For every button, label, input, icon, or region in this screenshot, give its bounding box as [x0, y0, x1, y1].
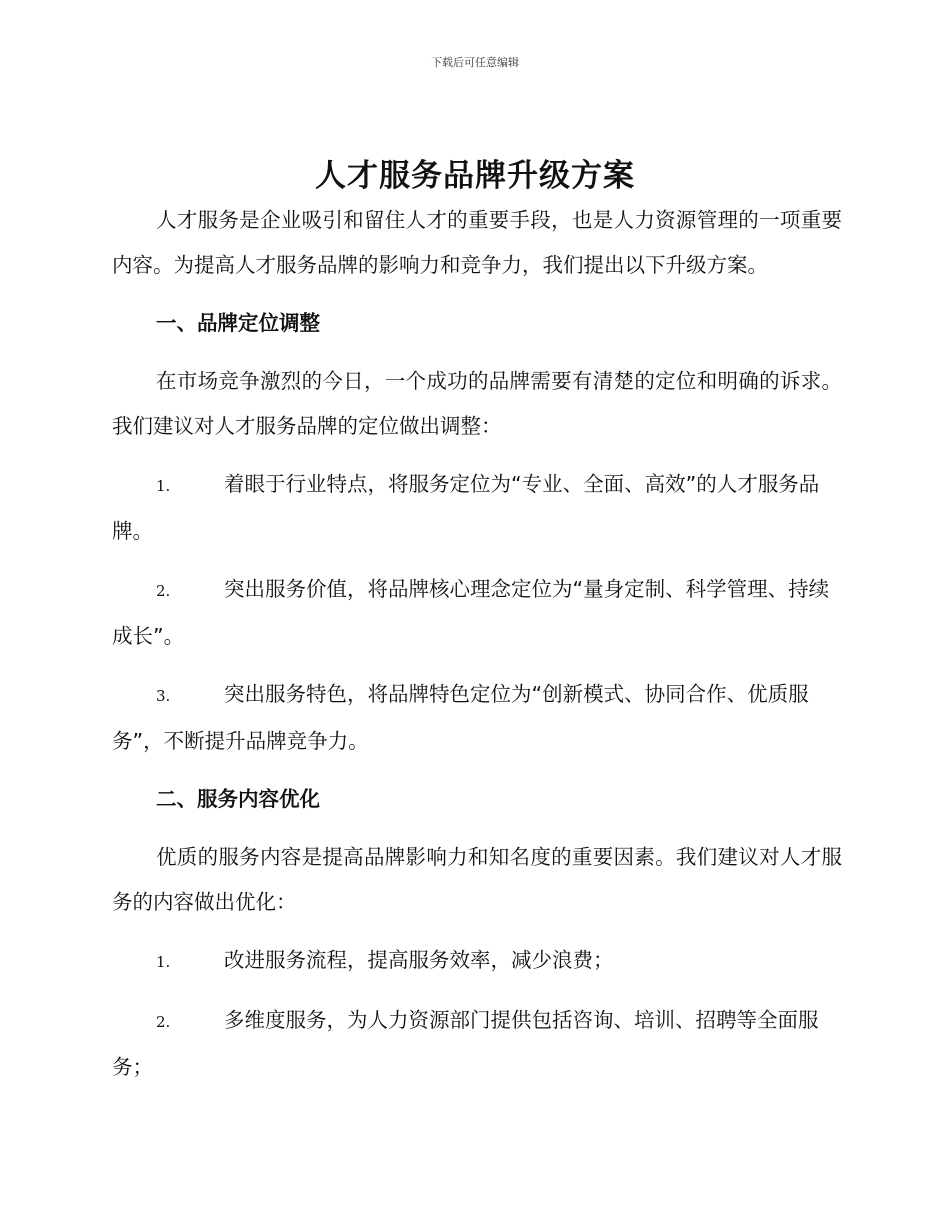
- list-item-text: 多维度服务，为人力资源部门提供包括咨询、培训、招聘等全面服务；: [112, 1008, 819, 1079]
- list-item: [112, 567, 842, 659]
- document-title: 人才服务品牌升级方案: [315, 158, 635, 194]
- section1-paragraph: 在市场竞争激烈的今日，一个成功的品牌需要有清楚的定位和明确的诉求。我们建议对人才服务品牌的定位做出调整：: [112, 369, 842, 438]
- list-item: [112, 672, 842, 764]
- list-item-text: 突出服务特色，将品牌特色定位为“创新模式、协同合作、优质服务”，不断提升品牌竞争力。: [112, 682, 809, 753]
- list-item: [112, 998, 842, 1090]
- list-item-number: 3.: [156, 687, 171, 705]
- list-item: [112, 462, 842, 554]
- list-item-number: 2.: [156, 582, 171, 600]
- section2-paragraph: 优质的服务内容是提高品牌影响力和知名度的重要因素。我们建议对人才服务的内容做出优化：: [112, 845, 842, 914]
- header-note: 下载后可任意编辑: [431, 56, 519, 69]
- list-item-text: 着眼于行业特点，将服务定位为“专业、全面、高效”的人才服务品牌。: [112, 472, 820, 543]
- document-body: [112, 198, 842, 1103]
- list-item-number: 1.: [156, 953, 171, 971]
- list-item-text: 突出服务价值，将品牌核心理念定位为“量身定制、科学管理、持续成长”。: [112, 577, 830, 648]
- section1-heading: 一、品牌定位调整: [156, 311, 320, 335]
- list-item-number: 1.: [156, 477, 171, 495]
- section2-heading: 二、服务内容优化: [156, 787, 320, 811]
- intro-paragraph: 人才服务是企业吸引和留住人才的重要手段，也是人力资源管理的一项重要内容。为提高人才服务品牌的影响力和竞争力，我们提出以下升级方案。: [112, 208, 842, 277]
- list-item: [112, 938, 842, 985]
- list-item-text: 改进服务流程，提高服务效率，减少浪费；: [224, 948, 614, 972]
- list-item-number: 2.: [156, 1013, 171, 1031]
